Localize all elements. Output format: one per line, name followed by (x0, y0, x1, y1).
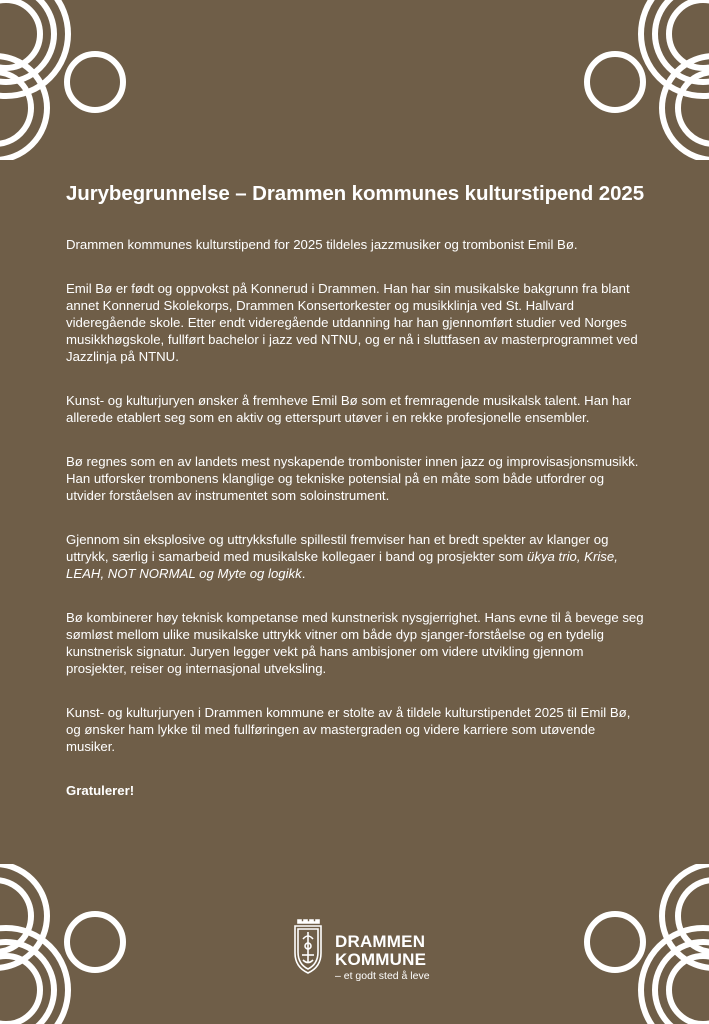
corner-decoration-bottom-right (559, 864, 709, 1024)
corner-decoration-top-left (0, 0, 150, 160)
talent-paragraph: Kunst- og kulturjuryen ønsker å fremheve Emil Bø som et fremragende musikalsk talent. Han har allerede etablert seg som en aktiv og etterspurt utøver i en rekke profesjonelle ensembler. (66, 393, 632, 425)
corner-decoration-top-right (559, 0, 709, 160)
logo-line-2: KOMMUNE (335, 950, 427, 969)
innovation-paragraph: Bø regnes som en av landets mest nyskapende trombonister innen jazz og improvisasjonsmusikk. Han utforsker trombonens klanglige og tekniske potensial på en måte som både utfordrer og utvider forståelsen av instrumentet som soloinstrument. (66, 454, 639, 503)
intro-paragraph: Drammen kommunes kulturstipend for 2025 tildeles jazzmusiker og trombonist Emil Bø. (66, 237, 578, 252)
band-names: ükya trio, Krise, LEAH, NOT NORMAL og Myte og logikk (66, 549, 618, 581)
document-title: Jurybegrunnelse – Drammen kommunes kulturstipend 2025 (66, 182, 644, 205)
corner-decoration-bottom-left (0, 864, 150, 1024)
competence-paragraph: Bø kombinerer høy teknisk kompetanse med kunstnerisk nysgjerrighet. Hans evne til å bevege seg sømløst mellom ulike musikalske uttrykk vitner om både dyp sjanger-forståelse og en tydelig kunstnerisk signatur. Juryen legger vekt på hans ambisjoner om videre utvikling gjennom prosjekter, reiser og internasjonal utveksling. (66, 610, 644, 676)
collaborations-paragraph (66, 531, 646, 582)
logo-line-1: DRAMMEN (335, 932, 426, 951)
logo-tagline: – et godt sted å leve (335, 970, 430, 982)
coat-of-arms-icon (289, 919, 327, 975)
drammen-kommune-logo (289, 919, 430, 983)
congratulations: Gratulerer! (66, 783, 135, 798)
document-body (66, 182, 646, 826)
collaborations-end: . (301, 566, 306, 581)
background-paragraph: Emil Bø er født og oppvokst på Konnerud i Drammen. Han har sin musikalske bakgrunn fra blant annet Konnerud Skolekorps, Drammen Konsertorkester og musikklinja ved St. Hallvard videregående skole. Etter endt videregående utdanning har han gjennomført studier ved Norges musikkhøgskole, fullført bachelor i jazz ved NTNU, og er nå i sluttfasen av masterprogrammet ved Jazzlinja på NTNU. (66, 281, 638, 364)
collaborations-text: Gjennom sin eksplosive og uttrykksfulle spillestil fremviser han et bredt spekter av klanger og uttrykk, særlig i samarbeid med musikalske kollegaer i band og prosjekter som (66, 532, 609, 564)
closing-paragraph: Kunst- og kulturjuryen i Drammen kommune er stolte av å tildele kulturstipendet 2025 til Emil Bø, og ønsker ham lykke til med fullføringen av mastergraden og videre karriere som utøvende musiker. (66, 705, 631, 754)
